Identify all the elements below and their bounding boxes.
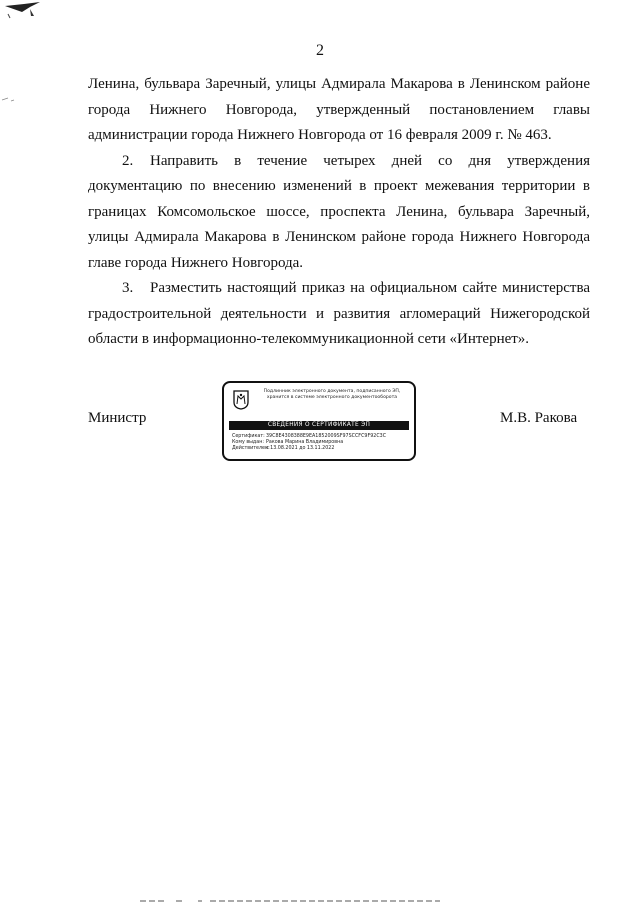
scan-artifact-left-edge (0, 92, 20, 106)
list-item-text: Разместить настоящий приказ на официальном сайте министерства градостроительной деятельности и развития агломераций Нижегородской области в информационно-телекоммуникационной сети «Интернет». (88, 280, 590, 347)
document-body (88, 72, 590, 353)
list-item-2 (88, 149, 590, 277)
stamp-header (252, 389, 412, 401)
stamp-label: Сертификат: (232, 434, 265, 439)
signer-name: М.В. Ракова (500, 410, 578, 426)
stamp-value: Ракова Марина Владимировна (266, 440, 344, 446)
list-item-text: Направить в течение четырех дней со дня утверждения документацию по внесению изменений в проект межевания территории в границах Комсомольское шоссе, проспекта Ленина, бульвара Заречный, улицы Адмирала Макарова в Ленинском районе города Нижнего Новгорода главе города Нижнего Новгорода. (88, 152, 590, 271)
scan-artifact-bottom-edge (140, 898, 440, 904)
list-item-number: 2. (122, 152, 134, 169)
stamp-title-bar: СВЕДЕНИЯ О СЕРТИФИКАТЕ ЭП (229, 421, 409, 430)
stamp-label: Кому выдан: (232, 440, 264, 446)
scan-artifact-top-left (0, 0, 60, 30)
list-item-3 (88, 276, 590, 353)
stamp-value: с 13.08.2021 до 13.11.2022 (266, 446, 335, 452)
stamp-label: Действителен: (232, 446, 270, 452)
stamp-header-line: Подлинник электронного документа, подписанного ЭП, (263, 389, 401, 394)
stamp-header-line: хранится в системе электронного документооборота (266, 395, 398, 400)
list-item-number: 3. (122, 280, 134, 296)
stamp-value: 39C8E4308388E9EA1852009SF97SCCFC9F92C3C (266, 434, 387, 439)
coat-of-arms-icon (233, 390, 249, 410)
electronic-signature-stamp (222, 381, 416, 461)
paragraph-continuation: Ленина, бульвара Заречный, улицы Адмирала Макарова в Ленинском районе города Нижнего Новгорода, утвержденный постановлением главы администрации города Нижнего Новгорода от 16 февраля 2009 г. № 463. (88, 76, 590, 143)
signer-position: Министр (88, 410, 147, 426)
page-number: 2 (316, 42, 324, 59)
stamp-row-valid (232, 446, 412, 452)
stamp-details (232, 434, 412, 453)
